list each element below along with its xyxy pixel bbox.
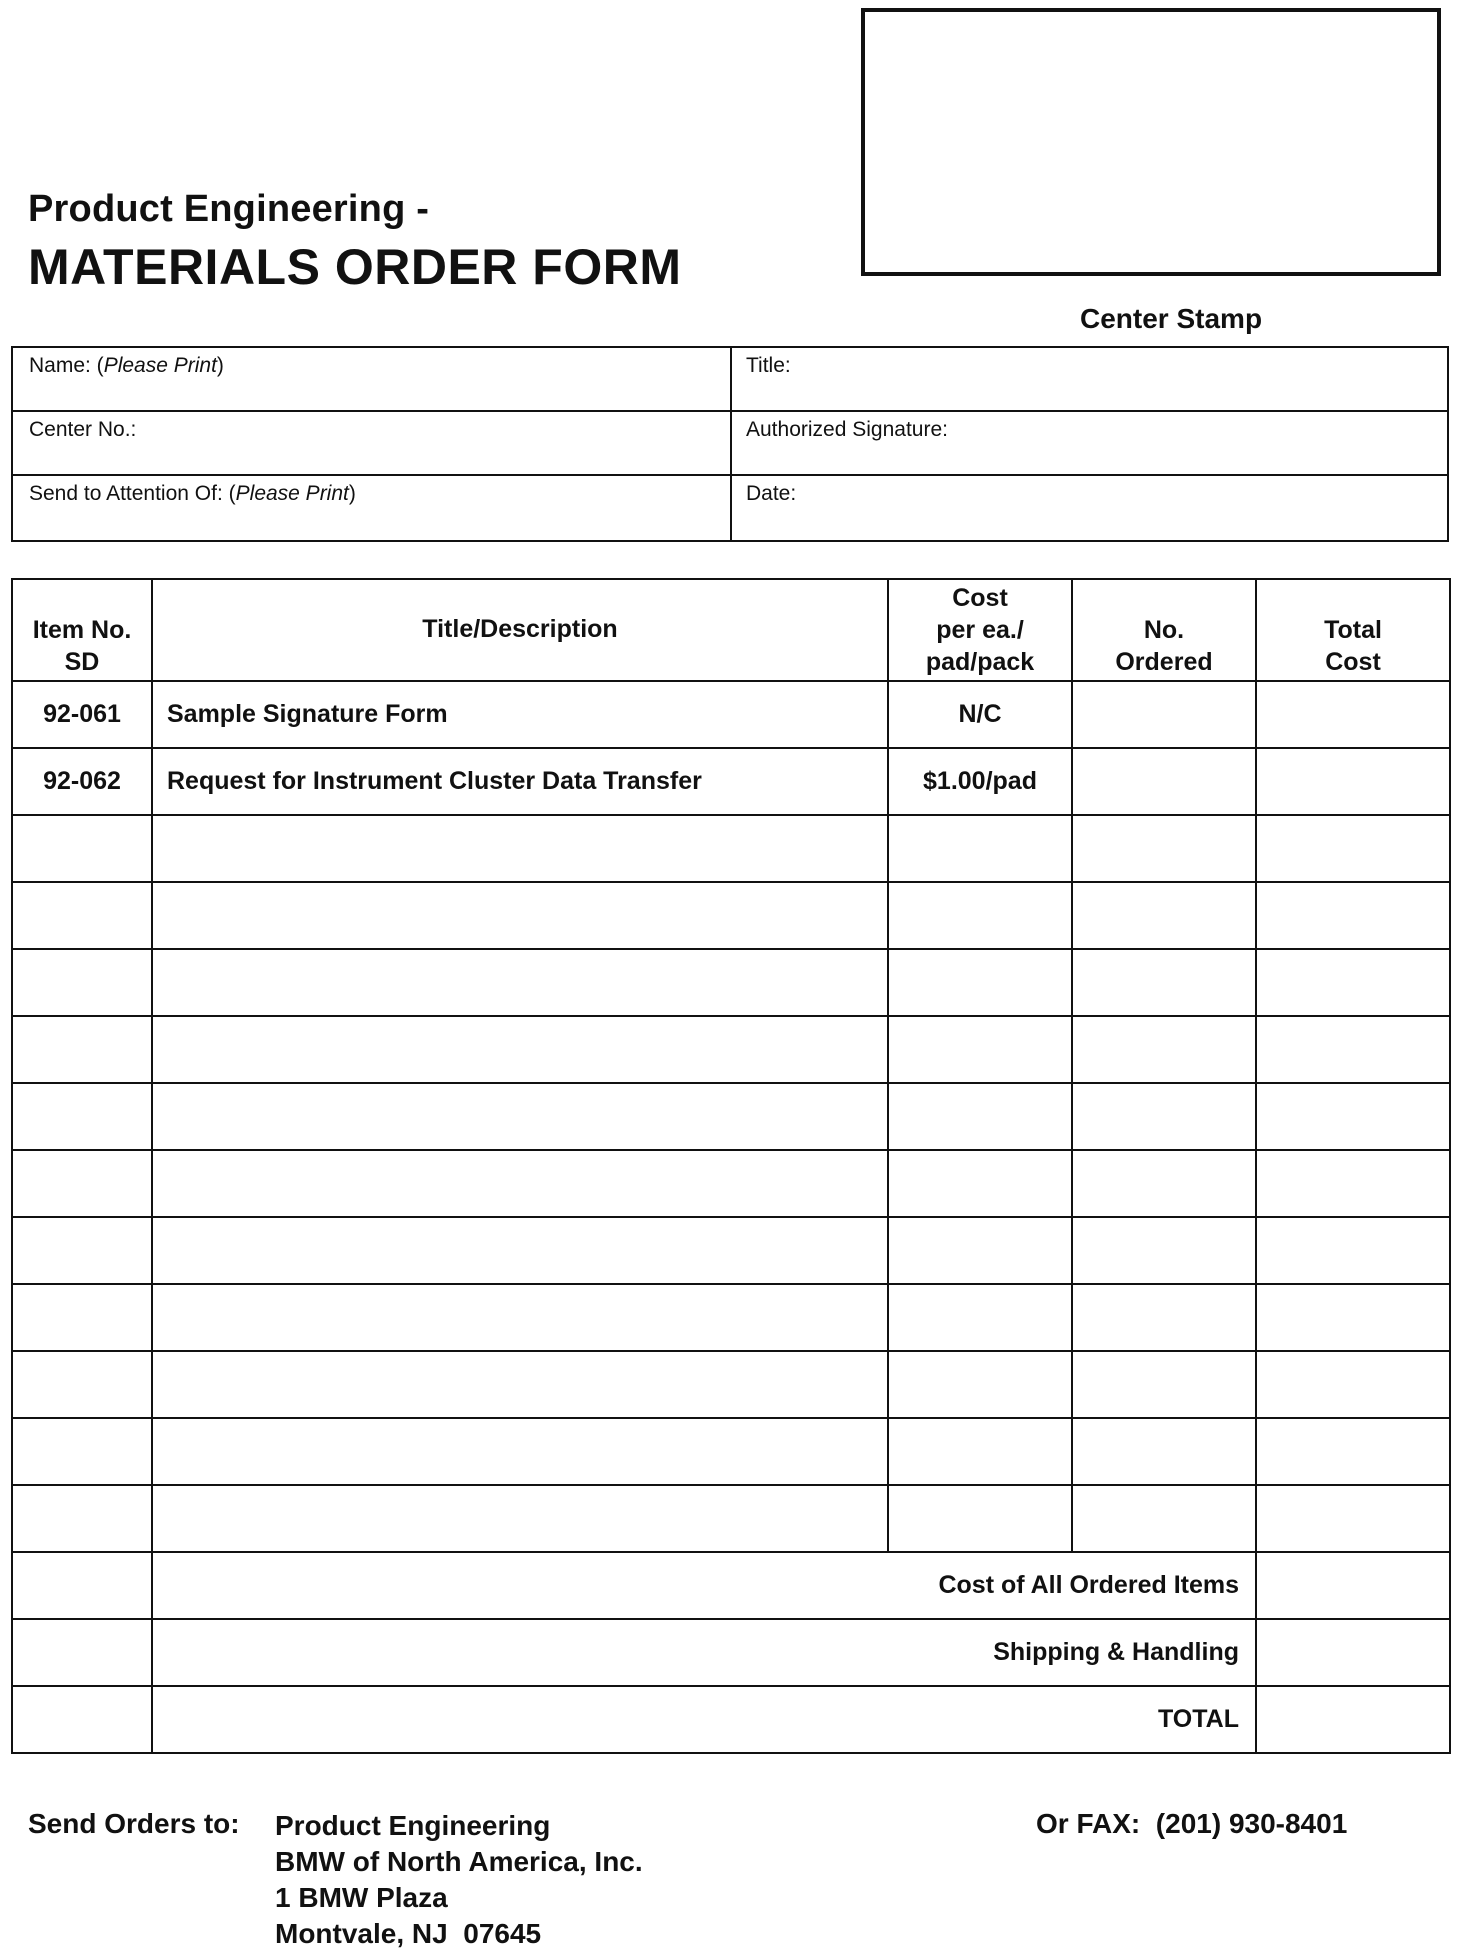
shipping-label: Shipping & Handling: [152, 1619, 1256, 1686]
cost-cell[interactable]: [888, 1217, 1072, 1284]
table-row-blank: [12, 1016, 1450, 1083]
total-cost-cell[interactable]: [1256, 1418, 1450, 1485]
subtotal-label: Cost of All Ordered Items: [152, 1552, 1256, 1619]
center-stamp-label: Center Stamp: [1080, 303, 1263, 334]
date-field[interactable]: [732, 476, 1447, 540]
table-row: [12, 748, 1450, 815]
item-no-cell[interactable]: [12, 1150, 152, 1217]
header-total-cost-line1: Total: [1324, 616, 1382, 644]
cost-cell[interactable]: [888, 882, 1072, 949]
description-cell: Sample Signature Form: [152, 681, 888, 748]
center-no-label: Center No.:: [29, 418, 137, 441]
description-cell[interactable]: [152, 1485, 888, 1552]
cost-cell[interactable]: [888, 1418, 1072, 1485]
table-row-blank: [12, 1217, 1450, 1284]
total-cost-cell[interactable]: [1256, 1150, 1450, 1217]
no-ordered-cell[interactable]: [1072, 748, 1256, 815]
total-cost-cell[interactable]: [1256, 949, 1450, 1016]
name-field[interactable]: [13, 348, 732, 412]
header-item-no-line2: SD: [64, 648, 100, 676]
table-row-blank: [12, 815, 1450, 882]
center-no-field[interactable]: [13, 412, 732, 476]
header-cost-line2: per ea./: [936, 616, 1024, 644]
table-row-blank: [12, 1150, 1450, 1217]
item-no-cell[interactable]: [12, 882, 152, 949]
table-row-blank: [12, 882, 1450, 949]
header-cost-line3: pad/pack: [925, 648, 1035, 676]
attention-hint: Please Print: [235, 482, 349, 505]
description-cell[interactable]: [152, 1016, 888, 1083]
summary-row-total: [12, 1686, 1450, 1753]
total-cost-cell[interactable]: [1256, 681, 1450, 748]
center-stamp-box: [861, 8, 1441, 276]
cost-cell[interactable]: [888, 949, 1072, 1016]
authorized-signature-field[interactable]: [732, 412, 1447, 476]
no-ordered-cell[interactable]: [1072, 1016, 1256, 1083]
header-description-text: Title/Description: [422, 615, 618, 643]
no-ordered-cell[interactable]: [1072, 1418, 1256, 1485]
cost-cell[interactable]: [888, 1083, 1072, 1150]
no-ordered-cell[interactable]: [1072, 1150, 1256, 1217]
attention-field[interactable]: [13, 476, 732, 540]
header-no-ordered-line2: Ordered: [1115, 648, 1213, 676]
item-no-cell[interactable]: [12, 1485, 152, 1552]
description-cell[interactable]: [152, 1217, 888, 1284]
attention-label-close: ): [348, 482, 356, 505]
summary-row-shipping: [12, 1619, 1450, 1686]
item-no-cell: 92-061: [12, 681, 152, 748]
title-field[interactable]: [732, 348, 1447, 412]
description-cell[interactable]: [152, 1083, 888, 1150]
order-table: [11, 578, 1451, 1754]
item-no-cell[interactable]: [12, 1351, 152, 1418]
summary-item-cell: [12, 1686, 152, 1753]
description-cell[interactable]: [152, 1418, 888, 1485]
subtotal-value-cell[interactable]: [1256, 1552, 1450, 1619]
no-ordered-cell[interactable]: [1072, 949, 1256, 1016]
table-row-blank: [12, 1351, 1450, 1418]
no-ordered-cell[interactable]: [1072, 815, 1256, 882]
item-no-cell[interactable]: [12, 949, 152, 1016]
authorized-signature-label: Authorized Signature:: [746, 418, 948, 441]
description-cell: Request for Instrument Cluster Data Transfer: [152, 748, 888, 815]
total-value-cell[interactable]: [1256, 1686, 1450, 1753]
cost-cell[interactable]: [888, 815, 1072, 882]
cost-cell[interactable]: [888, 1284, 1072, 1351]
table-row-blank: [12, 1485, 1450, 1552]
cost-cell[interactable]: [888, 1016, 1072, 1083]
address-line: 1 BMW Plaza: [275, 1882, 448, 1913]
cost-cell: $1.00/pad: [888, 748, 1072, 815]
description-cell[interactable]: [152, 1351, 888, 1418]
description-cell[interactable]: [152, 949, 888, 1016]
cost-cell[interactable]: [888, 1150, 1072, 1217]
total-cost-cell[interactable]: [1256, 1217, 1450, 1284]
no-ordered-cell[interactable]: [1072, 681, 1256, 748]
description-cell[interactable]: [152, 1284, 888, 1351]
header-total-cost-line2: Cost: [1325, 648, 1381, 676]
contact-info-grid: [11, 346, 1449, 542]
no-ordered-cell[interactable]: [1072, 1217, 1256, 1284]
summary-item-cell: [12, 1552, 152, 1619]
table-row: [12, 681, 1450, 748]
total-cost-cell[interactable]: [1256, 748, 1450, 815]
summary-item-cell: [12, 1619, 152, 1686]
no-ordered-cell[interactable]: [1072, 1485, 1256, 1552]
total-label: TOTAL: [152, 1686, 1256, 1753]
total-cost-cell[interactable]: [1256, 1083, 1450, 1150]
header-no-ordered: [1072, 579, 1256, 681]
address-line: Product Engineering: [275, 1810, 551, 1841]
name-hint: Please Print: [103, 354, 217, 377]
attention-label: Send to Attention Of: (: [29, 482, 236, 505]
header-item-no-line1: Item No.: [32, 616, 132, 644]
description-cell[interactable]: [152, 882, 888, 949]
item-no-cell[interactable]: [12, 1418, 152, 1485]
cost-cell[interactable]: [888, 1351, 1072, 1418]
title-label: Title:: [746, 354, 791, 377]
table-row-blank: [12, 1418, 1450, 1485]
header-no-ordered-line1: No.: [1143, 616, 1185, 644]
total-cost-cell[interactable]: [1256, 1284, 1450, 1351]
name-label-close: ): [216, 354, 224, 377]
no-ordered-cell[interactable]: [1072, 882, 1256, 949]
total-cost-cell[interactable]: [1256, 1485, 1450, 1552]
mailing-address: [275, 1808, 643, 1952]
description-cell[interactable]: [152, 1150, 888, 1217]
header-item-no: [12, 579, 152, 681]
form-subtitle: Product Engineering -: [28, 188, 430, 230]
table-row-blank: [12, 949, 1450, 1016]
table-row-blank: [12, 1284, 1450, 1351]
fax-number: Or FAX: (201) 930-8401: [1036, 1808, 1348, 1839]
total-cost-cell[interactable]: [1256, 882, 1450, 949]
item-no-cell: 92-062: [12, 748, 152, 815]
header-cost: [888, 579, 1072, 681]
total-cost-cell[interactable]: [1256, 1351, 1450, 1418]
total-cost-cell[interactable]: [1256, 1016, 1450, 1083]
cost-cell[interactable]: [888, 1485, 1072, 1552]
header-total-cost: [1256, 579, 1450, 681]
no-ordered-cell[interactable]: [1072, 1284, 1256, 1351]
cost-cell: N/C: [888, 681, 1072, 748]
item-no-cell[interactable]: [12, 1217, 152, 1284]
shipping-value-cell[interactable]: [1256, 1619, 1450, 1686]
address-line: Montvale, NJ 07645: [275, 1918, 542, 1949]
item-no-cell[interactable]: [12, 1016, 152, 1083]
date-label: Date:: [746, 482, 797, 505]
form-title: MATERIALS ORDER FORM: [28, 239, 682, 295]
address-line: BMW of North America, Inc.: [275, 1846, 643, 1877]
summary-row-subtotal: [12, 1552, 1450, 1619]
name-label: Name: (: [29, 354, 104, 377]
no-ordered-cell[interactable]: [1072, 1351, 1256, 1418]
no-ordered-cell[interactable]: [1072, 1083, 1256, 1150]
table-row-blank: [12, 1083, 1450, 1150]
item-no-cell[interactable]: [12, 815, 152, 882]
header-cost-line1: Cost: [952, 584, 1008, 612]
description-cell[interactable]: [152, 815, 888, 882]
header-description: [152, 579, 888, 681]
table-header-row: [12, 579, 1450, 681]
total-cost-cell[interactable]: [1256, 815, 1450, 882]
item-no-cell[interactable]: [12, 1284, 152, 1351]
item-no-cell[interactable]: [12, 1083, 152, 1150]
send-orders-label: Send Orders to:: [28, 1808, 240, 1839]
